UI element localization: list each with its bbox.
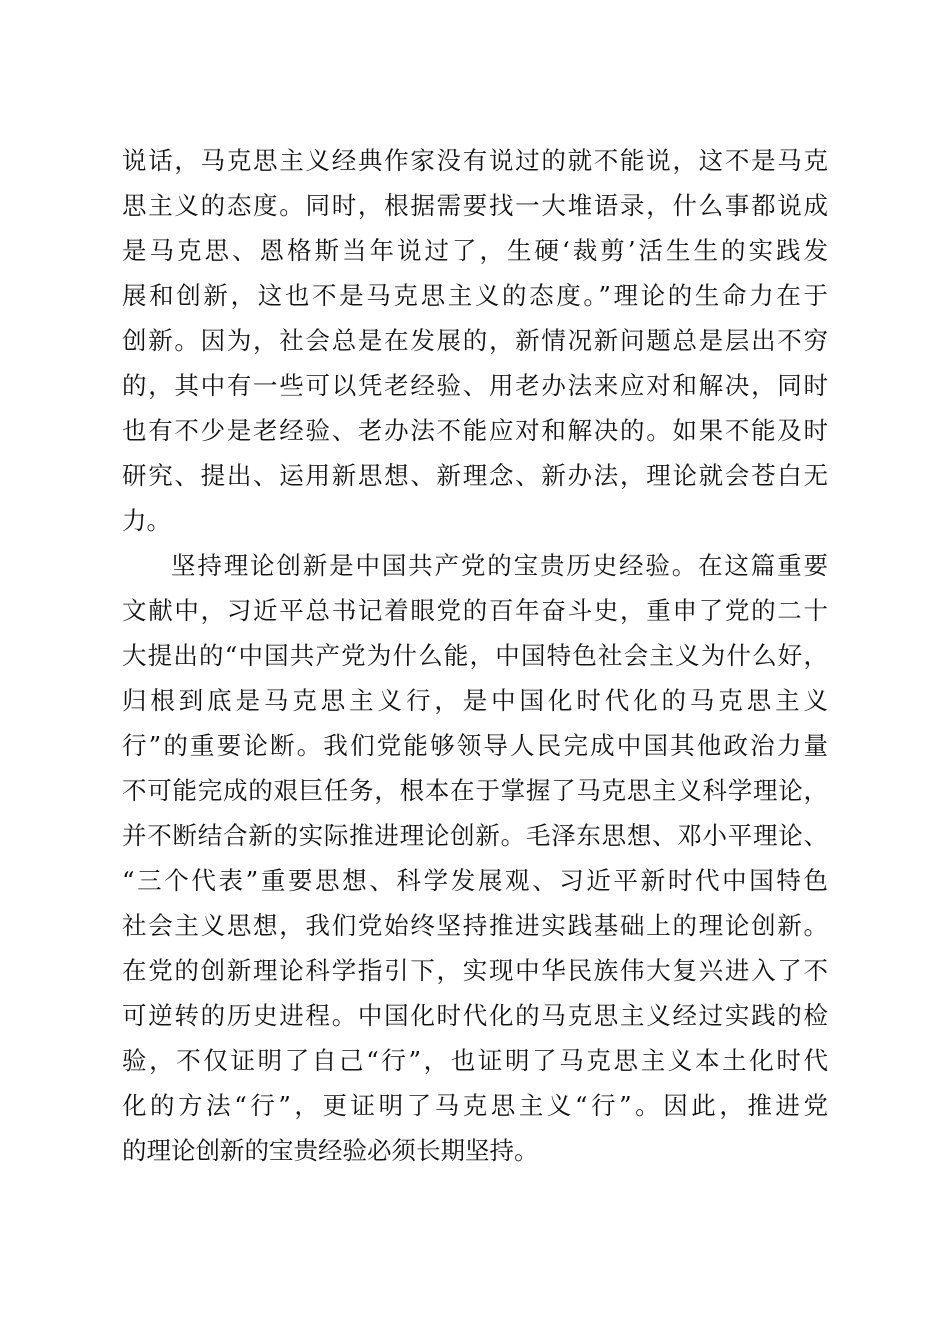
body-text <box>122 138 828 1173</box>
paragraph-1-line: 的，其中有一些可以凭老经验、用老办法来应对和解决，同时 <box>122 371 828 400</box>
paragraph-2-line: “三个代表”重要思想、科学发展观、习近平新时代中国特色 <box>122 866 828 895</box>
paragraph-2-line: 大提出的“中国共产党为什么能，中国特色社会主义为什么好， <box>122 641 828 670</box>
paragraph-1-line: 研究、提出、运用新思想、新理念、新办法，理论就会苍白无 <box>122 461 828 490</box>
paragraph-1-line: 说话，马克思主义经典作家没有说过的就不能说，这不是马克 <box>122 146 828 175</box>
paragraph-2-line: 的理论创新的宝贵经验必须长期坚持。 <box>122 1136 539 1165</box>
paragraph-2-line: 坚持理论创新是中国共产党的宝贵历史经验。在这篇重要 <box>171 551 828 580</box>
paragraph-2-line: 可逆转的历史进程。中国化时代化的马克思主义经过实践的检 <box>122 1001 828 1030</box>
paragraph-2-line: 文献中，习近平总书记着眼党的百年奋斗史，重申了党的二十 <box>122 596 828 625</box>
paragraph-2-line: 行”的重要论断。我们党能够领导人民完成中国其他政治力量 <box>122 731 828 760</box>
paragraph-2-line: 社会主义思想，我们党始终坚持推进实践基础上的理论创新。 <box>122 911 828 940</box>
paragraph-1-line: 也有不少是老经验、老办法不能应对和解决的。如果不能及时 <box>122 416 828 445</box>
paragraph-2-line: 不可能完成的艰巨任务，根本在于掌握了马克思主义科学理论， <box>122 776 828 805</box>
paragraph-1-line: 力。 <box>122 506 171 535</box>
paragraph-1-line: 是马克思、恩格斯当年说过了，生硬‘裁剪’活生生的实践发 <box>122 236 828 265</box>
paragraph-1-line: 展和创新，这也不是马克思主义的态度。”理论的生命力在于 <box>122 281 828 310</box>
paragraph-2-line: 并不断结合新的实际推进理论创新。毛泽东思想、邓小平理论、 <box>122 821 828 850</box>
paragraph-2-line: 化的方法“行”，更证明了马克思主义“行”。因此，推进党 <box>122 1091 828 1120</box>
paragraph-1-line: 创新。因为，社会总是在发展的，新情况新问题总是层出不穷 <box>122 326 828 355</box>
paragraph-2-line: 在党的创新理论科学指引下，实现中华民族伟大复兴进入了不 <box>122 956 828 985</box>
paragraph-2-line: 归根到底是马克思主义行，是中国化时代化的马克思主义 <box>122 686 828 715</box>
paragraph-2-line: 验，不仅证明了自己“行”，也证明了马克思主义本土化时代 <box>122 1046 828 1075</box>
paragraph-1-line: 思主义的态度。同时，根据需要找一大堆语录，什么事都说成 <box>122 191 828 220</box>
